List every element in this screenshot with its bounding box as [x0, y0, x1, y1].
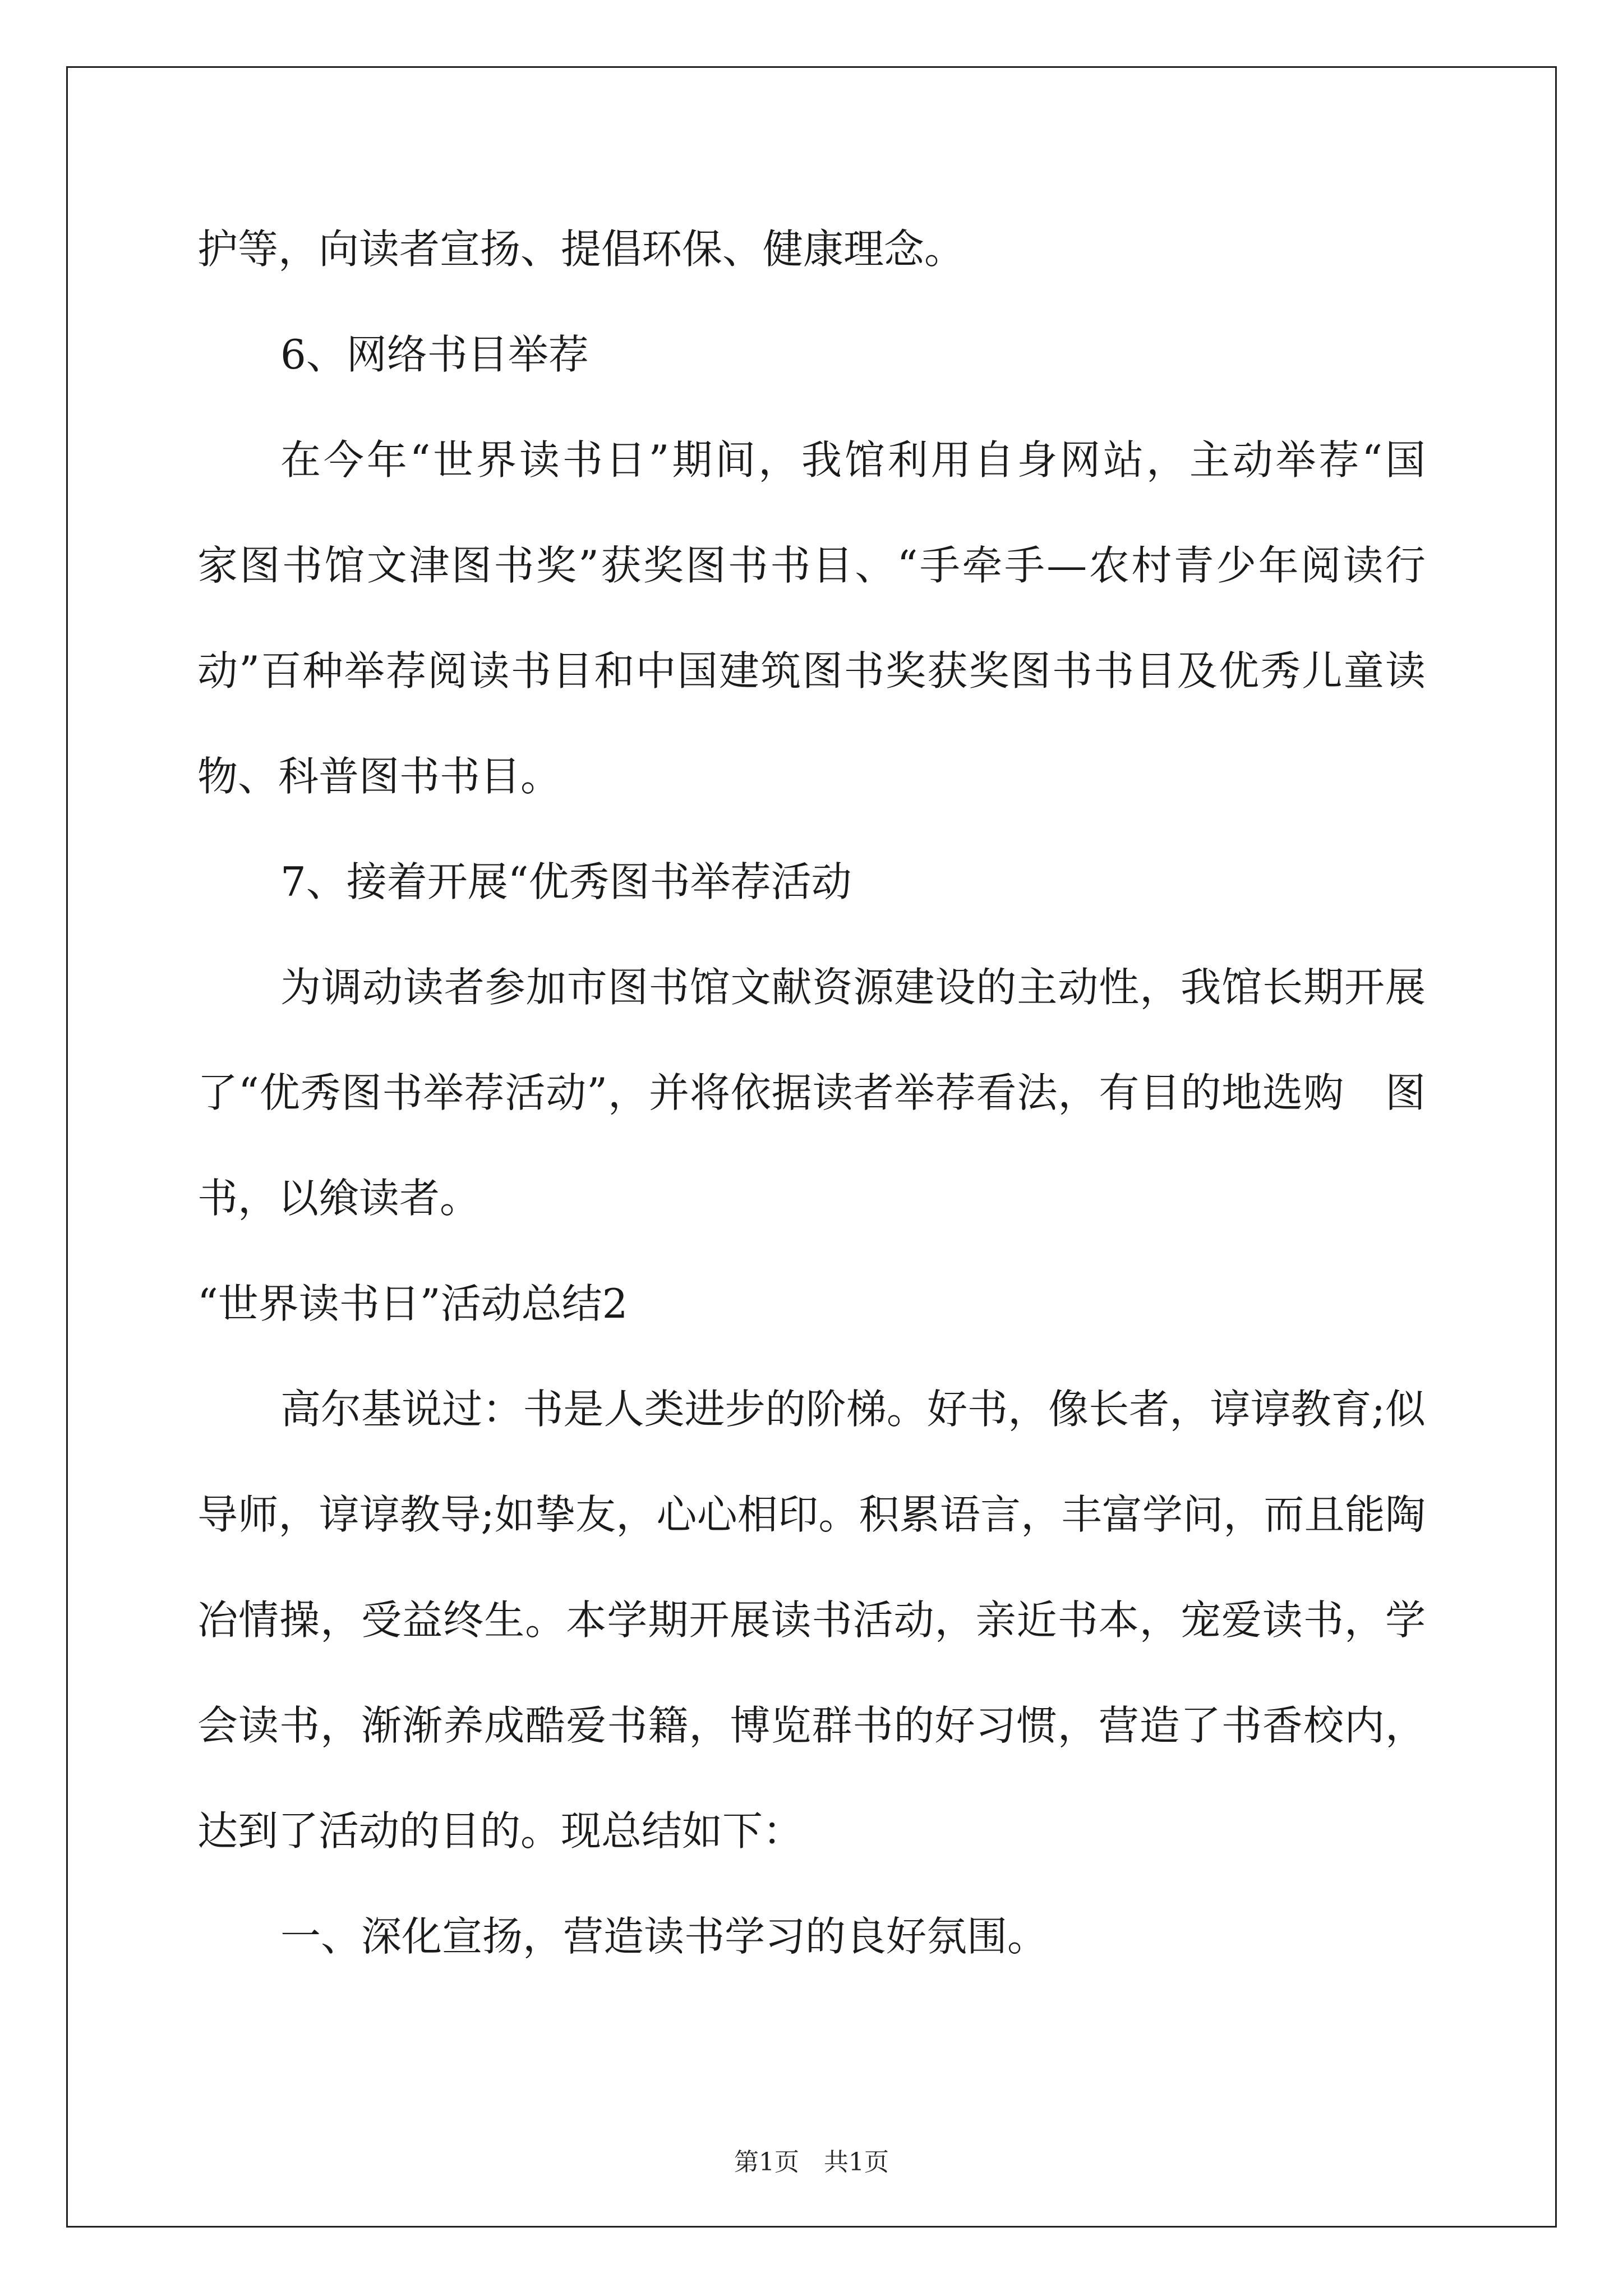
paragraph-line: 为调动读者参加市图书馆文献资源建设的主动性，我馆长期开展 — [280, 964, 1426, 1011]
section-heading-1: 一、深化宣扬，营造读书学习的良好氛围。 — [280, 1913, 1048, 1960]
page-number-footer: 第1页 共1页 — [734, 2148, 889, 2177]
section-heading-7: 7、接着开展“优秀图书举荐活动 — [280, 858, 852, 905]
paragraph-line: 动”百种举荐阅读书目和中国建筑图书奖获奖图书书目及优秀儿童读 — [197, 647, 1426, 694]
page-border — [66, 66, 1557, 2228]
paragraph-line: 物、科普图书书目。 — [197, 753, 561, 800]
paragraph-line: 达到了活动的目的。现总结如下： — [197, 1807, 804, 1855]
article-title: “世界读书日”活动总结2 — [197, 1280, 628, 1327]
paragraph-line: 会读书，渐渐养成酷爱书籍，博览群书的好习惯，营造了书香校内， — [197, 1702, 1426, 1749]
paragraph-line: 书，以飨读者。 — [197, 1175, 481, 1222]
section-heading-6: 6、网络书目举荐 — [280, 331, 589, 378]
paragraph-line: 导师，谆谆教导;如挚友，心心相印。积累语言，丰富学问，而且能陶 — [197, 1491, 1426, 1538]
paragraph-line: 护等，向读者宣扬、提倡环保、健康理念。 — [197, 226, 965, 273]
paragraph-line: 在今年“世界读书日”期间，我馆利用自身网站，主动举荐“国 — [280, 436, 1426, 484]
paragraph-line: 了“优秀图书举荐活动”，并将依据读者举荐看法，有目的地选购 图 — [197, 1069, 1426, 1116]
paragraph-line: 家图书馆文津图书奖”获奖图书书目、“手牵手—农村青少年阅读行 — [197, 542, 1426, 589]
paragraph-line: 高尔基说过：书是人类进步的阶梯。好书，像长者，谆谆教育;似 — [280, 1386, 1426, 1433]
paragraph-line: 冶情操，受益终生。本学期开展读书活动，亲近书本，宠爱读书，学 — [197, 1596, 1426, 1644]
